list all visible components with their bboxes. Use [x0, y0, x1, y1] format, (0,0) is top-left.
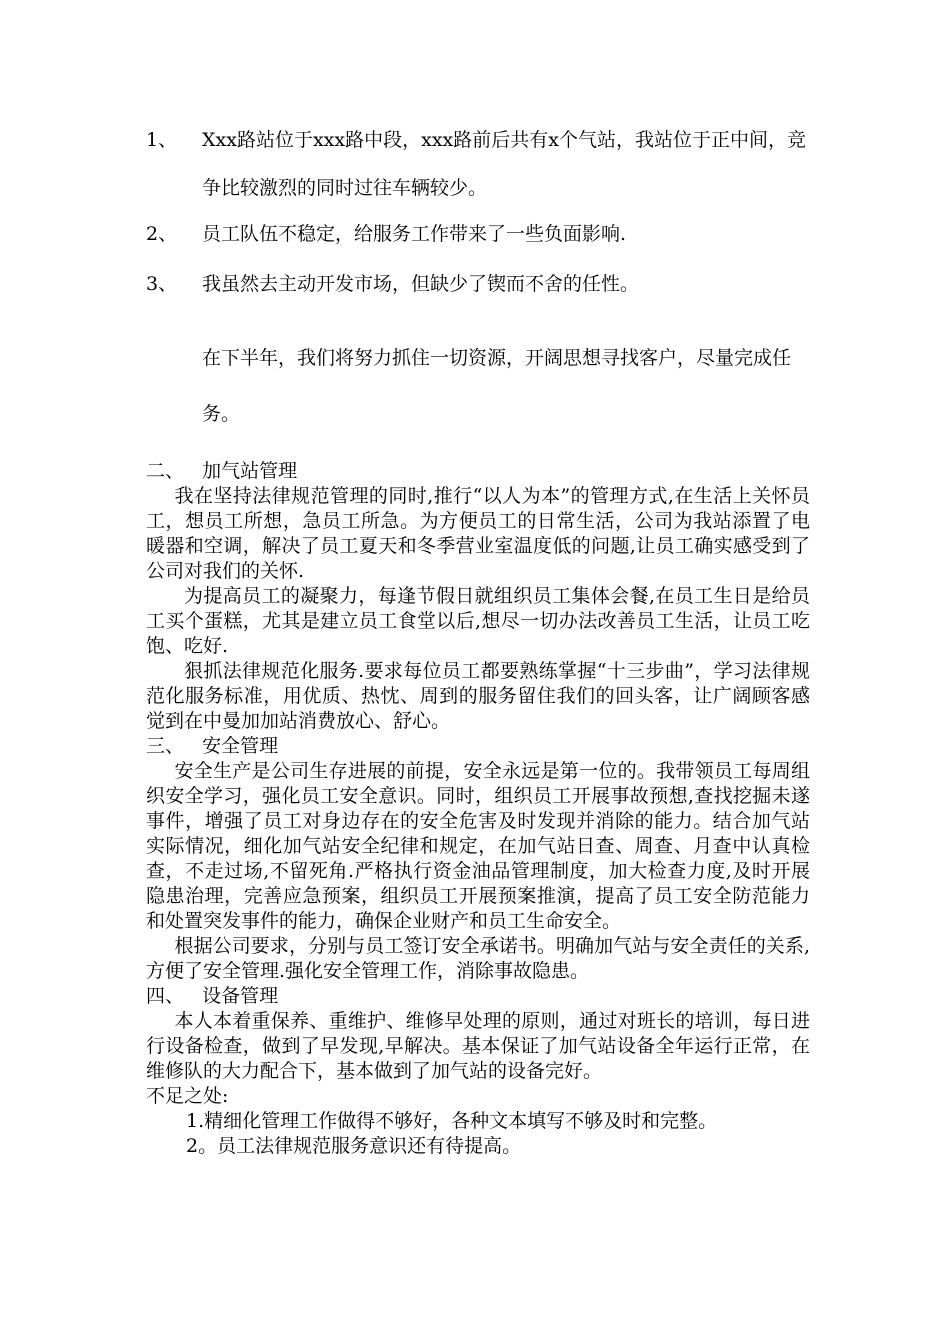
paragraph: 我在坚持法律规范管理的同时,推行“以人为本”的管理方式,在生活上关怀员工，想员工所想，急员工所急。为方便员工的日常生活，公司为我站添置了电暖器和空调，解决了员工夏天和冬季营业室温度低的问题,让员工确实感受到了公司对我们的关怀. — [146, 485, 810, 582]
list-number: 1、 — [146, 129, 178, 151]
shortcomings-title: 不足之处: — [146, 1085, 229, 1107]
report-body — [146, 459, 810, 1159]
list-text: 员工队伍不稳定，给服务工作带来了一些负面影响. — [202, 223, 627, 245]
paragraph: 为提高员工的凝聚力，每逢节假日就组织员工集体会餐,在员工生日是给员工买个蛋糕，尤其是建立员工食堂以后,想尽一切办法改善员工生活，让员工吃饱、吃好. — [146, 585, 810, 657]
section-heading-station: 二、 加气站管理 — [146, 460, 298, 482]
section-heading-safety: 三、 安全管理 — [146, 735, 279, 757]
paragraph: 根据公司要求，分别与员工签订安全承诺书。明确加气站与安全责任的关系,方便了安全管理.强化安全管理工作，消除事故隐患。 — [146, 935, 810, 982]
paragraph: 安全生产是公司生存进展的前提，安全永远是第一位的。我带领员工每周组织安全学习，强化员工安全意识。同时，组织员工开展事故预想,查找挖掘未遂事件，增强了员工对身边存在的安全危害及时发现并消除的能力。结合加气站实际情况，细化加气站安全纪律和规定，在加气站日查、周查、月查中认真检查，不走过场,不留死角.严格执行资金油品管理制度，加大检查力度,及时开展隐患治理，完善应急预案，组织员工开展预案推演，提高了员工安全防范能力和处置突发事件的能力，确保企业财产和员工生命安全。 — [146, 760, 810, 932]
list-number: 3、 — [146, 273, 178, 295]
paragraph: 本人本着重保养、重维护、维修早处理的原则，通过对班长的培训，每日进行设备检查，做到了早发现,早解决。基本保证了加气站设备全年运行正常，在维修队的大力配合下，基本做到了加气站的设备完好。 — [146, 1010, 810, 1082]
paragraph: 狠抓法律规范化服务.要求每位员工都要熟练掌握“十三步曲”，学习法律规范化服务标准，用优质、热忱、周到的服务留住我们的回头客，让广阔顾客感觉到在中曼加加站消费放心、舒心。 — [146, 660, 810, 732]
shortcoming-item-2: 2。员工法律规范服务意识还有待提高。 — [186, 1135, 522, 1157]
section-heading-equipment: 四、 设备管理 — [146, 985, 279, 1007]
list-number: 2、 — [146, 223, 178, 245]
list-text: 我虽然去主动开发市场，但缺少了锲而不舍的任性。 — [202, 273, 640, 295]
list-text: Xxx路站位于xxx路中段，xxx路前后共有x个气站，我站位于正中间，竞争比较激烈的同时过往车辆较少。 — [202, 129, 806, 199]
shortcoming-item-1: 1.精细化管理工作做得不够好，各种文本填写不够及时和完整。 — [186, 1110, 718, 1132]
closing-paragraph: 在下半年，我们将努力抓住一切资源，开阔思想寻找客户，尽量完成任务。 — [202, 347, 792, 425]
